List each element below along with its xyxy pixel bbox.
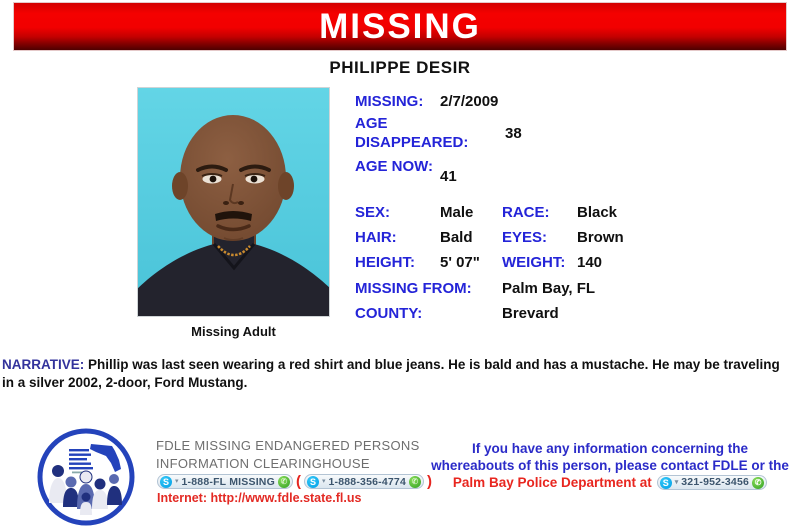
height-label: HEIGHT:: [355, 254, 415, 271]
fdle-logo-image: [36, 427, 136, 527]
fdle-logo: [36, 427, 136, 527]
paren-open: (: [295, 472, 301, 490]
contact-line2: whereabouts of this person, please contact FDLE or the: [431, 458, 789, 473]
narrative: [2, 356, 792, 392]
internet-label: Internet:: [157, 491, 211, 505]
sex-label: SEX:: [355, 204, 391, 221]
skype-call-badge-fl-missing[interactable]: [157, 474, 293, 489]
skype-call-badge-fdle-alt[interactable]: [304, 474, 424, 489]
narrative-text: Phillip was last seen wearing a red shirt and blue jeans. He is bald and has a mustache. He may be traveling in a silver 2002, 2-door, Ford Mustang.: [2, 357, 780, 390]
missing-from-value: Palm Bay, FL: [502, 280, 596, 297]
weight-label: WEIGHT:: [502, 254, 566, 271]
skype-icon: S: [160, 476, 172, 488]
agency-phone: 321-952-3456: [681, 476, 750, 488]
banner-title: MISSING: [319, 6, 481, 46]
county-value: Brevard: [502, 305, 559, 322]
org-line2: INFORMATION CLEARINGHOUSE: [156, 456, 370, 471]
county-label: COUNTY:: [355, 305, 423, 322]
internet-line: [157, 491, 361, 505]
call-phone-icon[interactable]: ✆: [409, 476, 421, 488]
missing-from-label: MISSING FROM:: [355, 280, 472, 297]
person-name: PHILIPPE DESIR: [329, 58, 471, 77]
contact-line1: If you have any information concerning the: [471, 441, 749, 456]
call-phone-icon[interactable]: ✆: [752, 477, 764, 489]
fdle-phone-2: 1-888-356-4774: [328, 475, 407, 488]
org-name-block: [156, 437, 420, 473]
race-value: Black: [577, 204, 618, 221]
chevron-down-icon[interactable]: ▾: [321, 477, 326, 485]
race-label: RACE:: [502, 204, 550, 221]
hair-label: HAIR:: [355, 229, 397, 246]
person-photo: [137, 87, 330, 317]
fdle-phone-line: [157, 474, 432, 489]
contact-instructions: [425, 440, 795, 491]
agency-name: Palm Bay Police Department at: [452, 475, 652, 490]
missing-date-value: 2/7/2009: [440, 93, 499, 110]
missing-date-label: MISSING:: [355, 93, 424, 110]
eyes-label: EYES:: [502, 229, 548, 246]
chevron-down-icon[interactable]: ▾: [175, 477, 179, 485]
call-phone-icon[interactable]: ✆: [278, 476, 290, 488]
photo-caption: Missing Adult: [191, 324, 276, 339]
sex-value: Male: [440, 204, 474, 221]
eyes-value: Brown: [577, 229, 624, 246]
skype-icon: S: [660, 477, 672, 489]
paren-close: ): [427, 472, 433, 490]
fdle-phone-1: 1-888-FL MISSING: [181, 475, 275, 488]
org-line1: FDLE MISSING ENDANGERED PERSONS: [156, 438, 420, 453]
missing-banner: [13, 2, 787, 51]
hair-value: Bald: [440, 229, 473, 246]
age-now-label: AGE NOW:: [355, 158, 434, 175]
fdle-url-link[interactable]: http://www.fdle.state.fl.us: [210, 491, 362, 505]
age-now-value: 41: [440, 168, 457, 185]
age-disappeared-label: AGE DISAPPEARED:: [355, 115, 469, 151]
age-disappeared-value: 38: [505, 125, 522, 142]
person-photo-illustration: [138, 88, 329, 316]
chevron-down-icon[interactable]: ▾: [674, 478, 679, 486]
height-value: 5' 07": [440, 254, 480, 271]
skype-call-badge-agency[interactable]: [657, 475, 767, 490]
skype-icon: S: [307, 476, 319, 488]
narrative-label: NARRATIVE:: [2, 357, 85, 372]
details-table: [355, 90, 795, 330]
weight-value: 140: [577, 254, 603, 271]
contact-line3: [425, 474, 795, 491]
